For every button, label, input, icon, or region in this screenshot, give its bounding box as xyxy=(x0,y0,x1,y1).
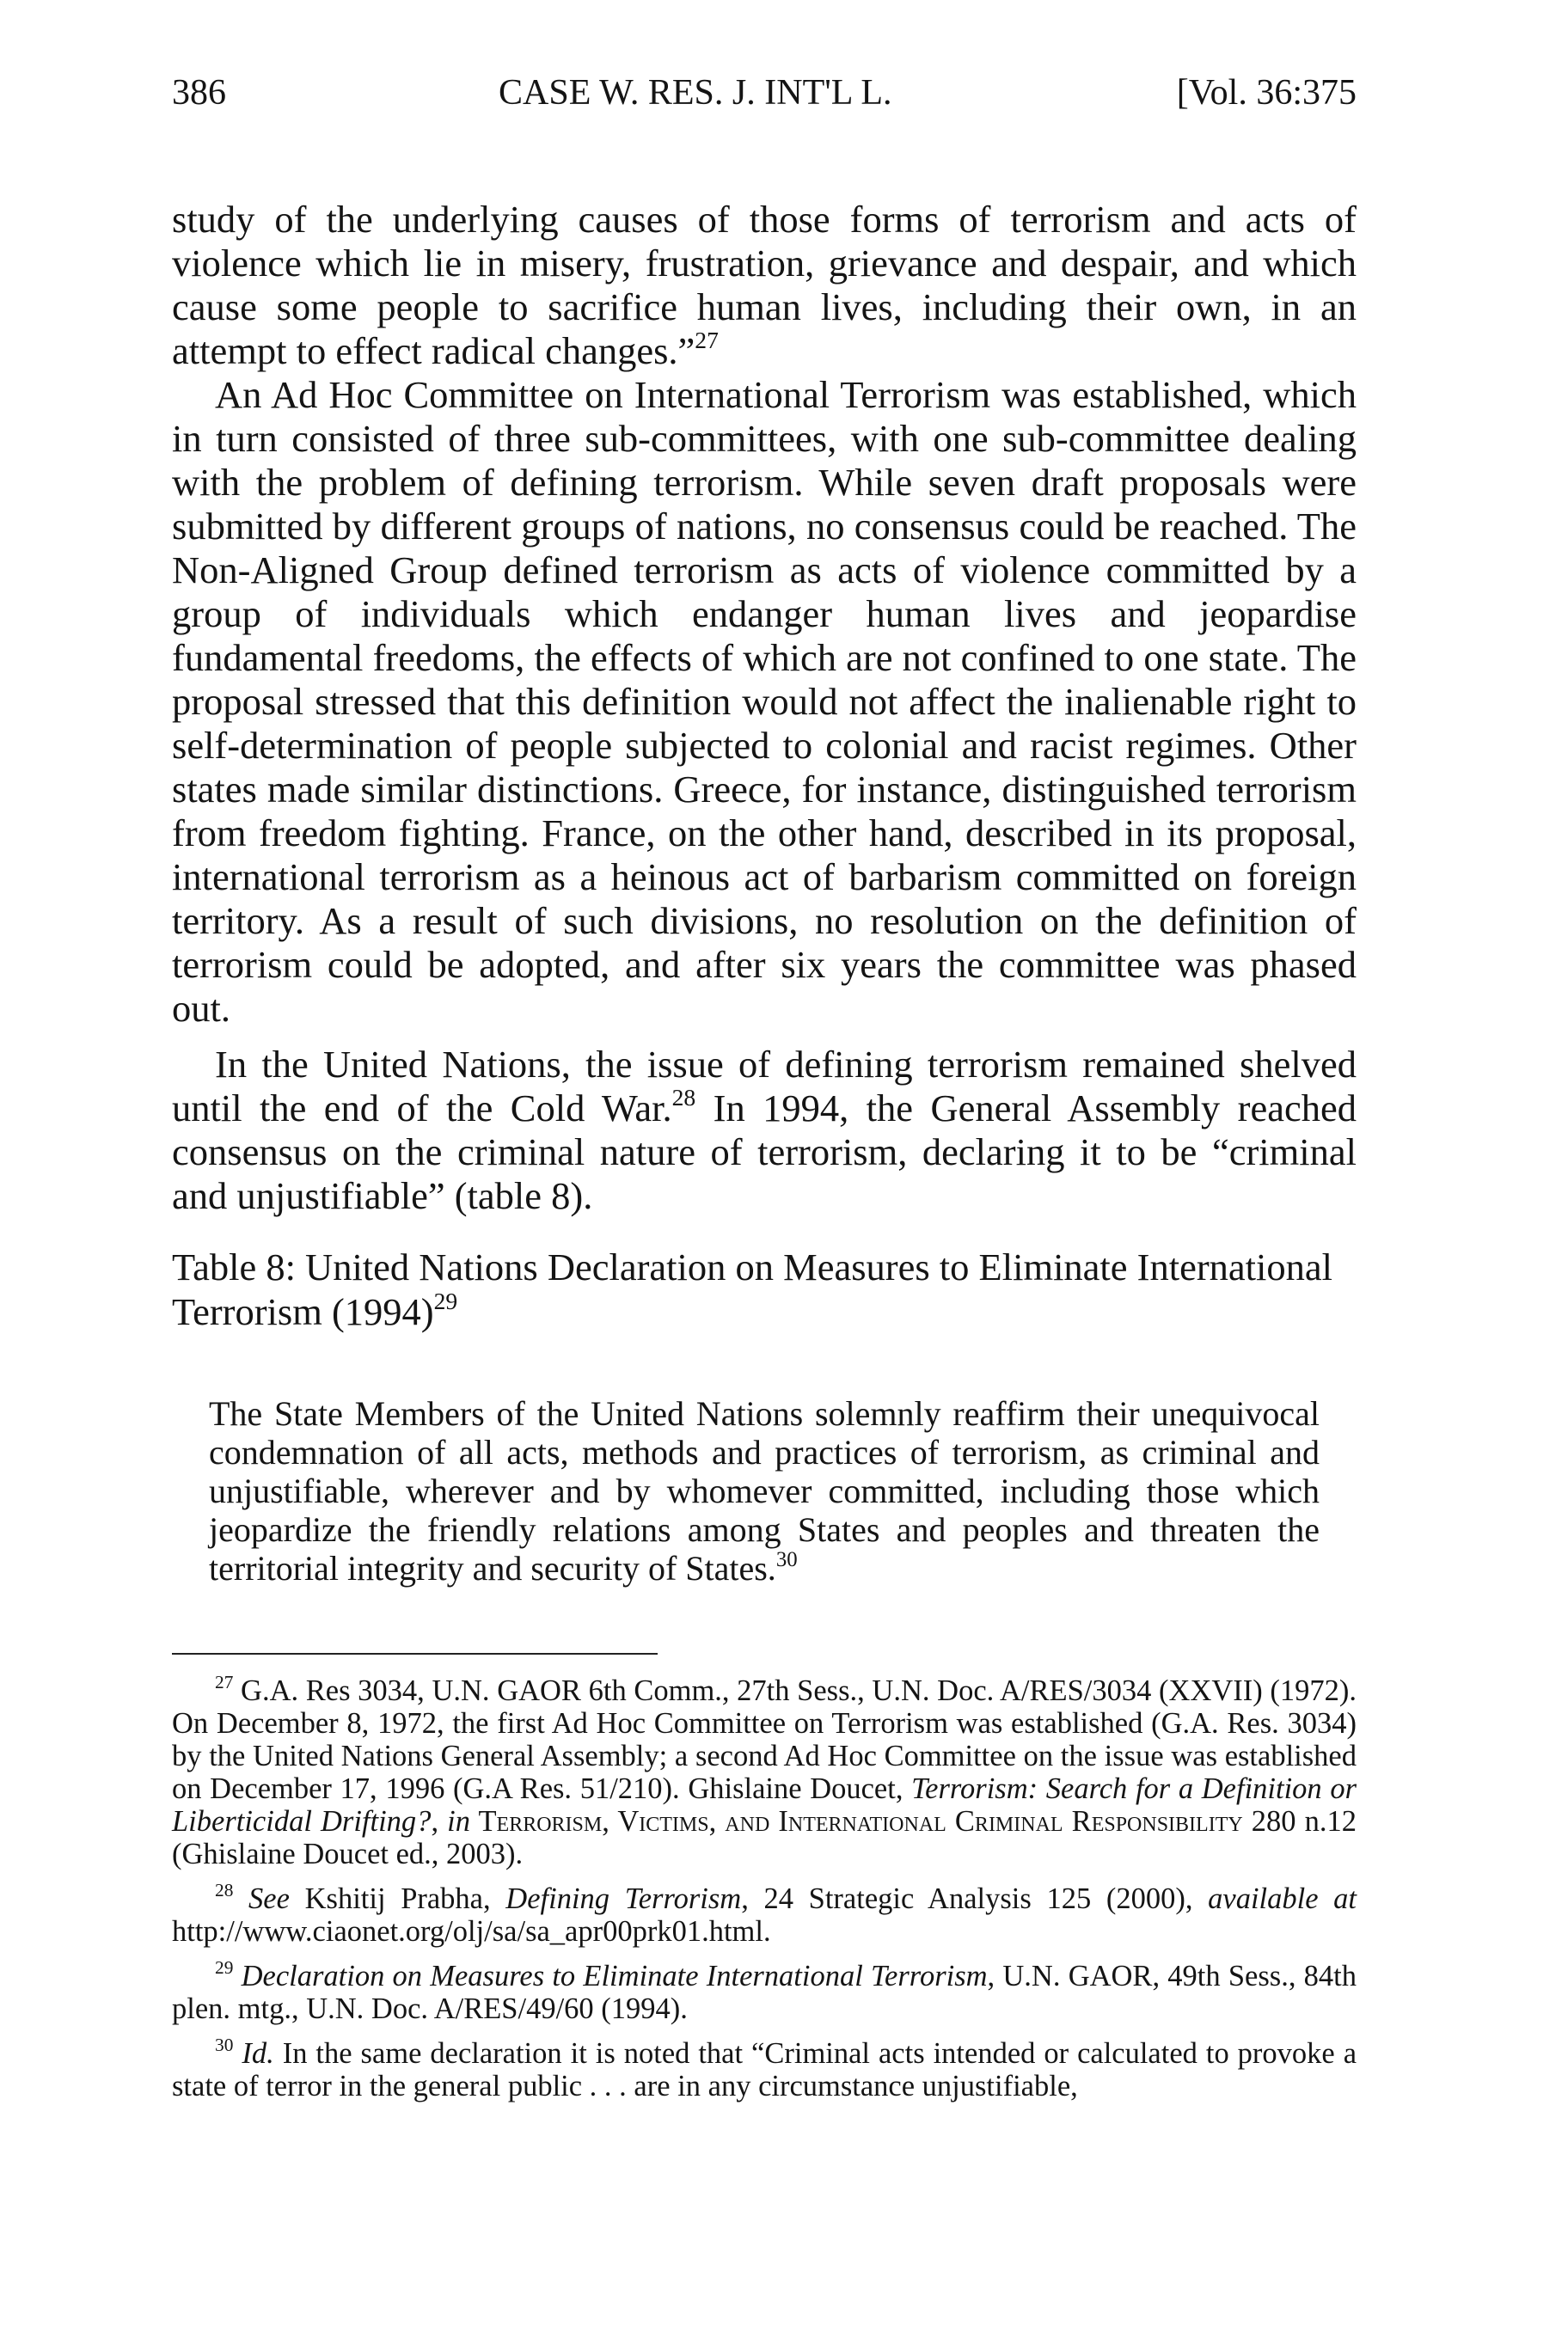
footnote-27-article-title: Terrorism: Search for a Definition or Liberticidal Drifting? xyxy=(172,1772,1357,1838)
footnote-30-number: 30 xyxy=(215,2035,234,2056)
footnote-30-id: Id. xyxy=(242,2037,274,2070)
footnote-27-book-title: Terrorism, Victims, and International Criminal Responsibility xyxy=(470,1805,1243,1838)
footnote-ref-29: 29 xyxy=(433,1288,458,1315)
footnotes xyxy=(172,1674,1357,2115)
footnote-27-number: 27 xyxy=(215,1672,234,1693)
volume-citation: [Vol. 36:375 xyxy=(1176,73,1357,113)
declaration-text: The State Members of the United Nations solemnly reaffirm their unequivocal condemnation of all acts, methods and practices of terrorism, as criminal and unjustifiable, wherever and by whomever committed, including those which jeopardize the friendly relations among States and peoples and threaten the territorial integrity and security of States. xyxy=(209,1394,1320,1588)
footnote-28-text-a: Kshitij Prabha, xyxy=(289,1882,506,1915)
table-8-title: Table 8: United Nations Declaration on Measures to Eliminate International Terrorism (1994) xyxy=(172,1246,1333,1333)
table-8-caption xyxy=(172,1245,1357,1334)
footnote-27-text-c: 280 n.12 (Ghislaine Doucet ed., 2003). xyxy=(172,1805,1357,1870)
paragraph-3-text-b: In 1994, the General Assembly reached consensus on the criminal nature of terrorism, declaring it to be “criminal and unjustifiable” (table 8). xyxy=(172,1086,1357,1217)
footnote-27-in: in xyxy=(447,1805,470,1838)
footnote-30-text: In the same declaration it is noted that “Criminal acts intended or calculated to provoke a state of terror in the general public . . . are in any circumstance unjustifiable, xyxy=(172,2037,1357,2102)
footnote-28-url: http://www.ciaonet.org/olj/sa/sa_apr00prk01.html. xyxy=(172,1915,771,1948)
declaration-block xyxy=(209,1394,1320,1588)
footnote-28-see: See xyxy=(248,1882,290,1915)
paragraph-3 xyxy=(172,1043,1357,1218)
page-number: 386 xyxy=(172,73,226,113)
footnote-28-title: Defining Terrorism xyxy=(505,1882,742,1915)
footnote-27 xyxy=(172,1674,1357,1870)
footnote-29 xyxy=(172,1957,1357,2025)
footnote-30 xyxy=(172,2037,1357,2102)
footnote-divider xyxy=(172,1653,658,1655)
footnote-27-text-a: G.A. Res 3034, U.N. GAOR 6th Comm., 27th Sess., U.N. Doc. A/RES/3034 (XXVII) (1972). On December 8, 1972, the first Ad Hoc Committee on Terrorism was established (G.A. Res. 3034) by the United Nations General Assembly; a second Ad Hoc Committee on the issue was established on December 17, 1996 (G.A Res. 51/210). Ghislaine Doucet, xyxy=(172,1674,1357,1805)
paragraph-1 xyxy=(172,198,1357,373)
footnote-28-available-at: available at xyxy=(1208,1882,1357,1915)
paragraph-2: An Ad Hoc Committee on International Terrorism was established, which in turn consisted of three sub-committees, with one sub-committee dealing with the problem of defining terrorism. While seven draft proposals were submitted by different groups of nations, no consensus could be reached. The Non-Aligned Group defined terrorism as acts of violence committed by a group of individuals which endanger human lives and jeopardise fundamental freedoms, the effects of which are not confined to one state. The proposal stressed that this definition would not affect the inalienable right to self-determination of people subjected to colonial and racist regimes. Other states made similar distinctions. Greece, for instance, distinguished terrorism from freedom fighting. France, on the other hand, described in its proposal, international terrorism as a heinous act of barbarism committed on foreign territory. As a result of such divisions, no resolution on the definition of terrorism could be adopted, and after six years the committee was phased out. xyxy=(172,373,1357,1030)
footnote-28 xyxy=(172,1882,1357,1948)
journal-title: CASE W. RES. J. INT'L L. xyxy=(499,73,892,113)
footnote-28-text-b: , 24 Strategic Analysis 125 (2000), xyxy=(741,1882,1209,1915)
footnote-29-number: 29 xyxy=(215,1957,234,1979)
footnote-29-text: , U.N. GAOR, 49th Sess., 84th plen. mtg., U.N. Doc. A/RES/49/60 (1994). xyxy=(172,1960,1357,2025)
footnote-ref-30: 30 xyxy=(775,1547,798,1571)
running-header xyxy=(172,67,1357,119)
paragraph-1-text: study of the underlying causes of those forms of terrorism and acts of violence which lie in misery, frustration, grievance and despair, and which cause some people to sacrifice human lives, including their own, in an attempt to effect radical changes.” xyxy=(172,198,1357,372)
footnote-28-number: 28 xyxy=(215,1880,234,1901)
footnote-ref-27: 27 xyxy=(695,327,719,354)
paragraph-3-text-a: In the United Nations, the issue of defining terrorism remained shelved until the end of the Cold War. xyxy=(172,1043,1357,1129)
footnote-27-text-b: , xyxy=(431,1805,448,1838)
footnote-ref-28: 28 xyxy=(671,1084,696,1111)
footnote-29-title: Declaration on Measures to Eliminate International Terrorism xyxy=(241,1960,988,1992)
main-text xyxy=(172,198,1357,1218)
